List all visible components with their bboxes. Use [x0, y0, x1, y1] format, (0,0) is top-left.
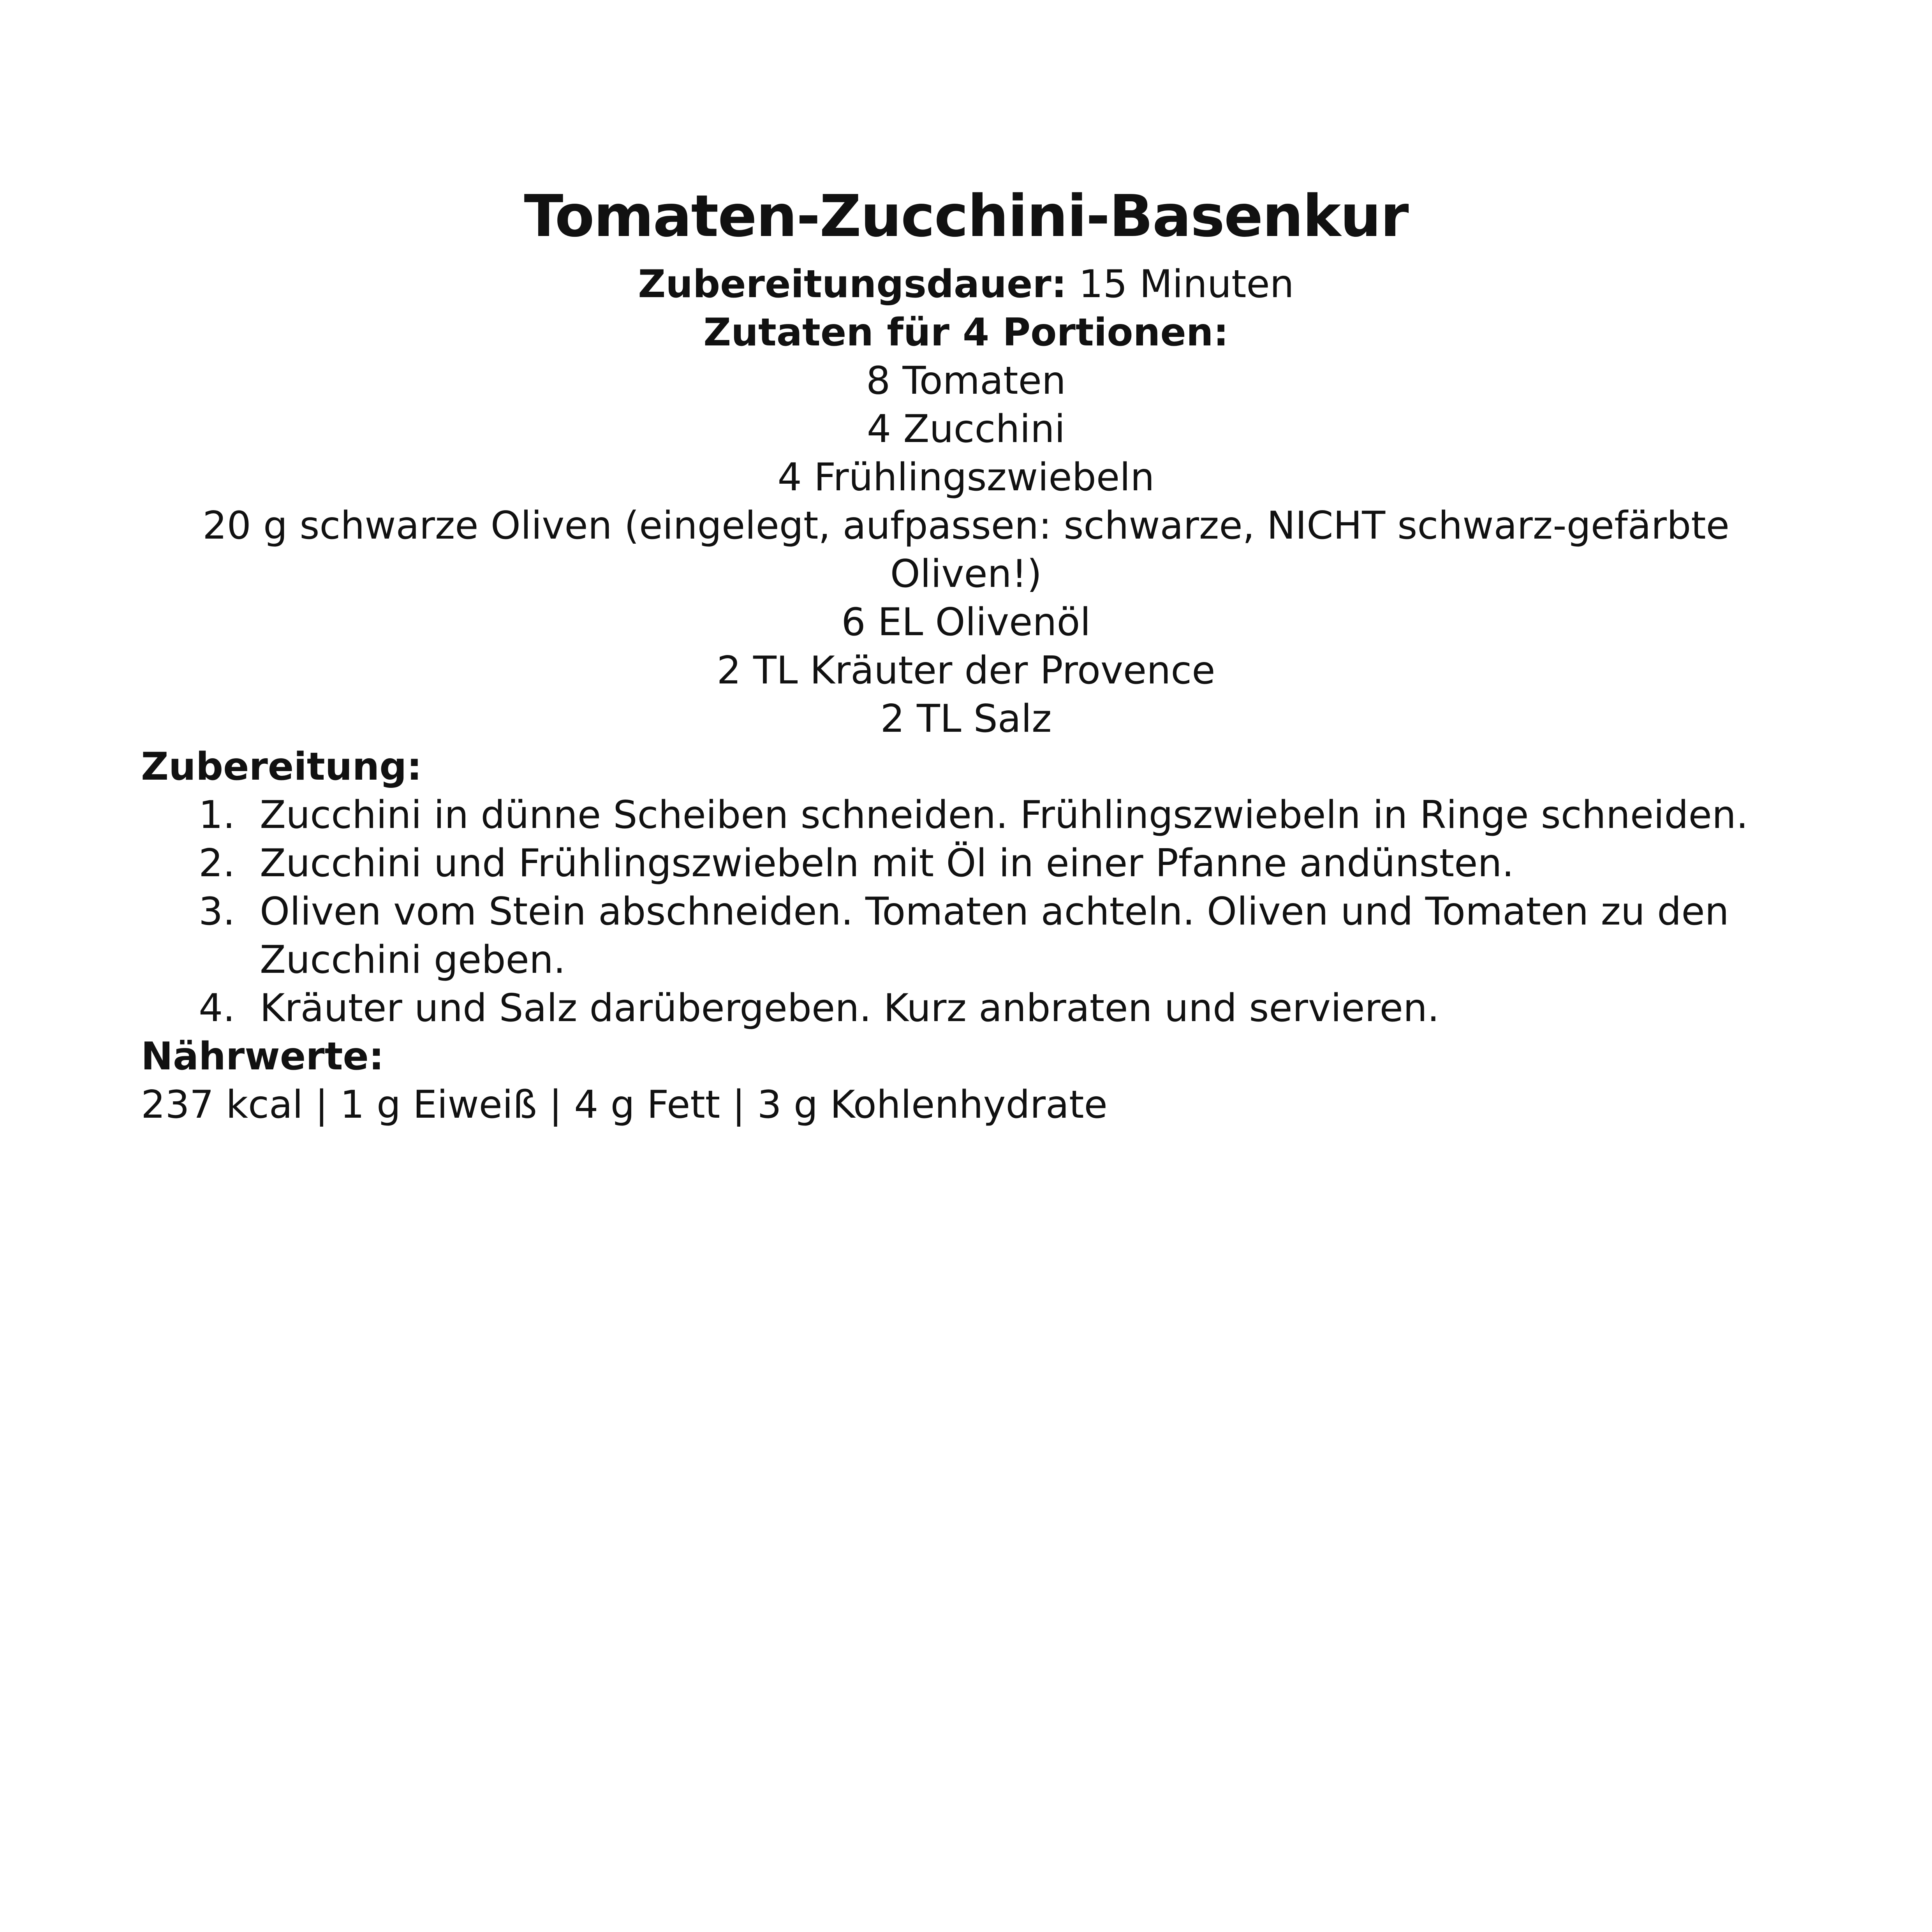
nutrition-heading: Nährwerte:	[141, 1034, 384, 1079]
step-item	[141, 791, 1816, 839]
ingredient-item: 4 Frühlingszwiebeln	[777, 455, 1155, 500]
nutrition-values: 237 kcal | 1 g Eiweiß | 4 g Fett | 3 g Kohlenhydrate	[141, 1083, 1108, 1127]
step-number: 2.	[199, 841, 235, 886]
ingredient-item: Oliven!)	[890, 552, 1042, 596]
step-text: Kräuter und Salz darübergeben. Kurz anbraten und servieren.	[260, 986, 1440, 1030]
step-item	[141, 984, 1816, 1032]
preparation-heading: Zubereitung:	[141, 745, 422, 789]
step-text: Oliven vom Stein abschneiden. Tomaten achteln. Oliven und Tomaten zu den Zucchini geben.	[260, 889, 1729, 982]
step-text: Zucchini in dünne Scheiben schneiden. Frühlingszwiebeln in Ringe schneiden.	[260, 793, 1749, 837]
step-item	[141, 839, 1816, 888]
steps-list	[141, 791, 1816, 1032]
ingredient-item: 6 EL Olivenöl	[841, 600, 1091, 645]
step-text: Zucchini und Frühlingszwiebeln mit Öl in einer Pfanne andünsten.	[260, 841, 1514, 886]
step-item	[141, 888, 1816, 984]
prep-time-line	[125, 260, 1807, 308]
prep-time-label: Zubereitungsdauer:	[638, 262, 1067, 306]
ingredient-item: 8 Tomaten	[866, 359, 1066, 403]
recipe-instructions	[141, 743, 1816, 1129]
ingredients-heading: Zutaten für 4 Portionen:	[703, 310, 1229, 355]
step-number: 3.	[199, 889, 235, 934]
ingredient-item: 20 g schwarze Oliven (eingelegt, aufpassen: schwarze, NICHT schwarz-gefärbte	[203, 504, 1729, 548]
ingredient-item: 2 TL Salz	[880, 697, 1052, 741]
recipe-summary	[125, 260, 1807, 743]
ingredient-item: 2 TL Kräuter der Provence	[717, 648, 1215, 693]
recipe-title: Tomaten-Zucchini-Basenkur	[524, 183, 1408, 250]
ingredient-item: 4 Zucchini	[866, 407, 1066, 451]
step-number: 4.	[199, 986, 235, 1030]
step-number: 1.	[199, 793, 235, 837]
prep-time-value: 15 Minuten	[1079, 262, 1294, 306]
